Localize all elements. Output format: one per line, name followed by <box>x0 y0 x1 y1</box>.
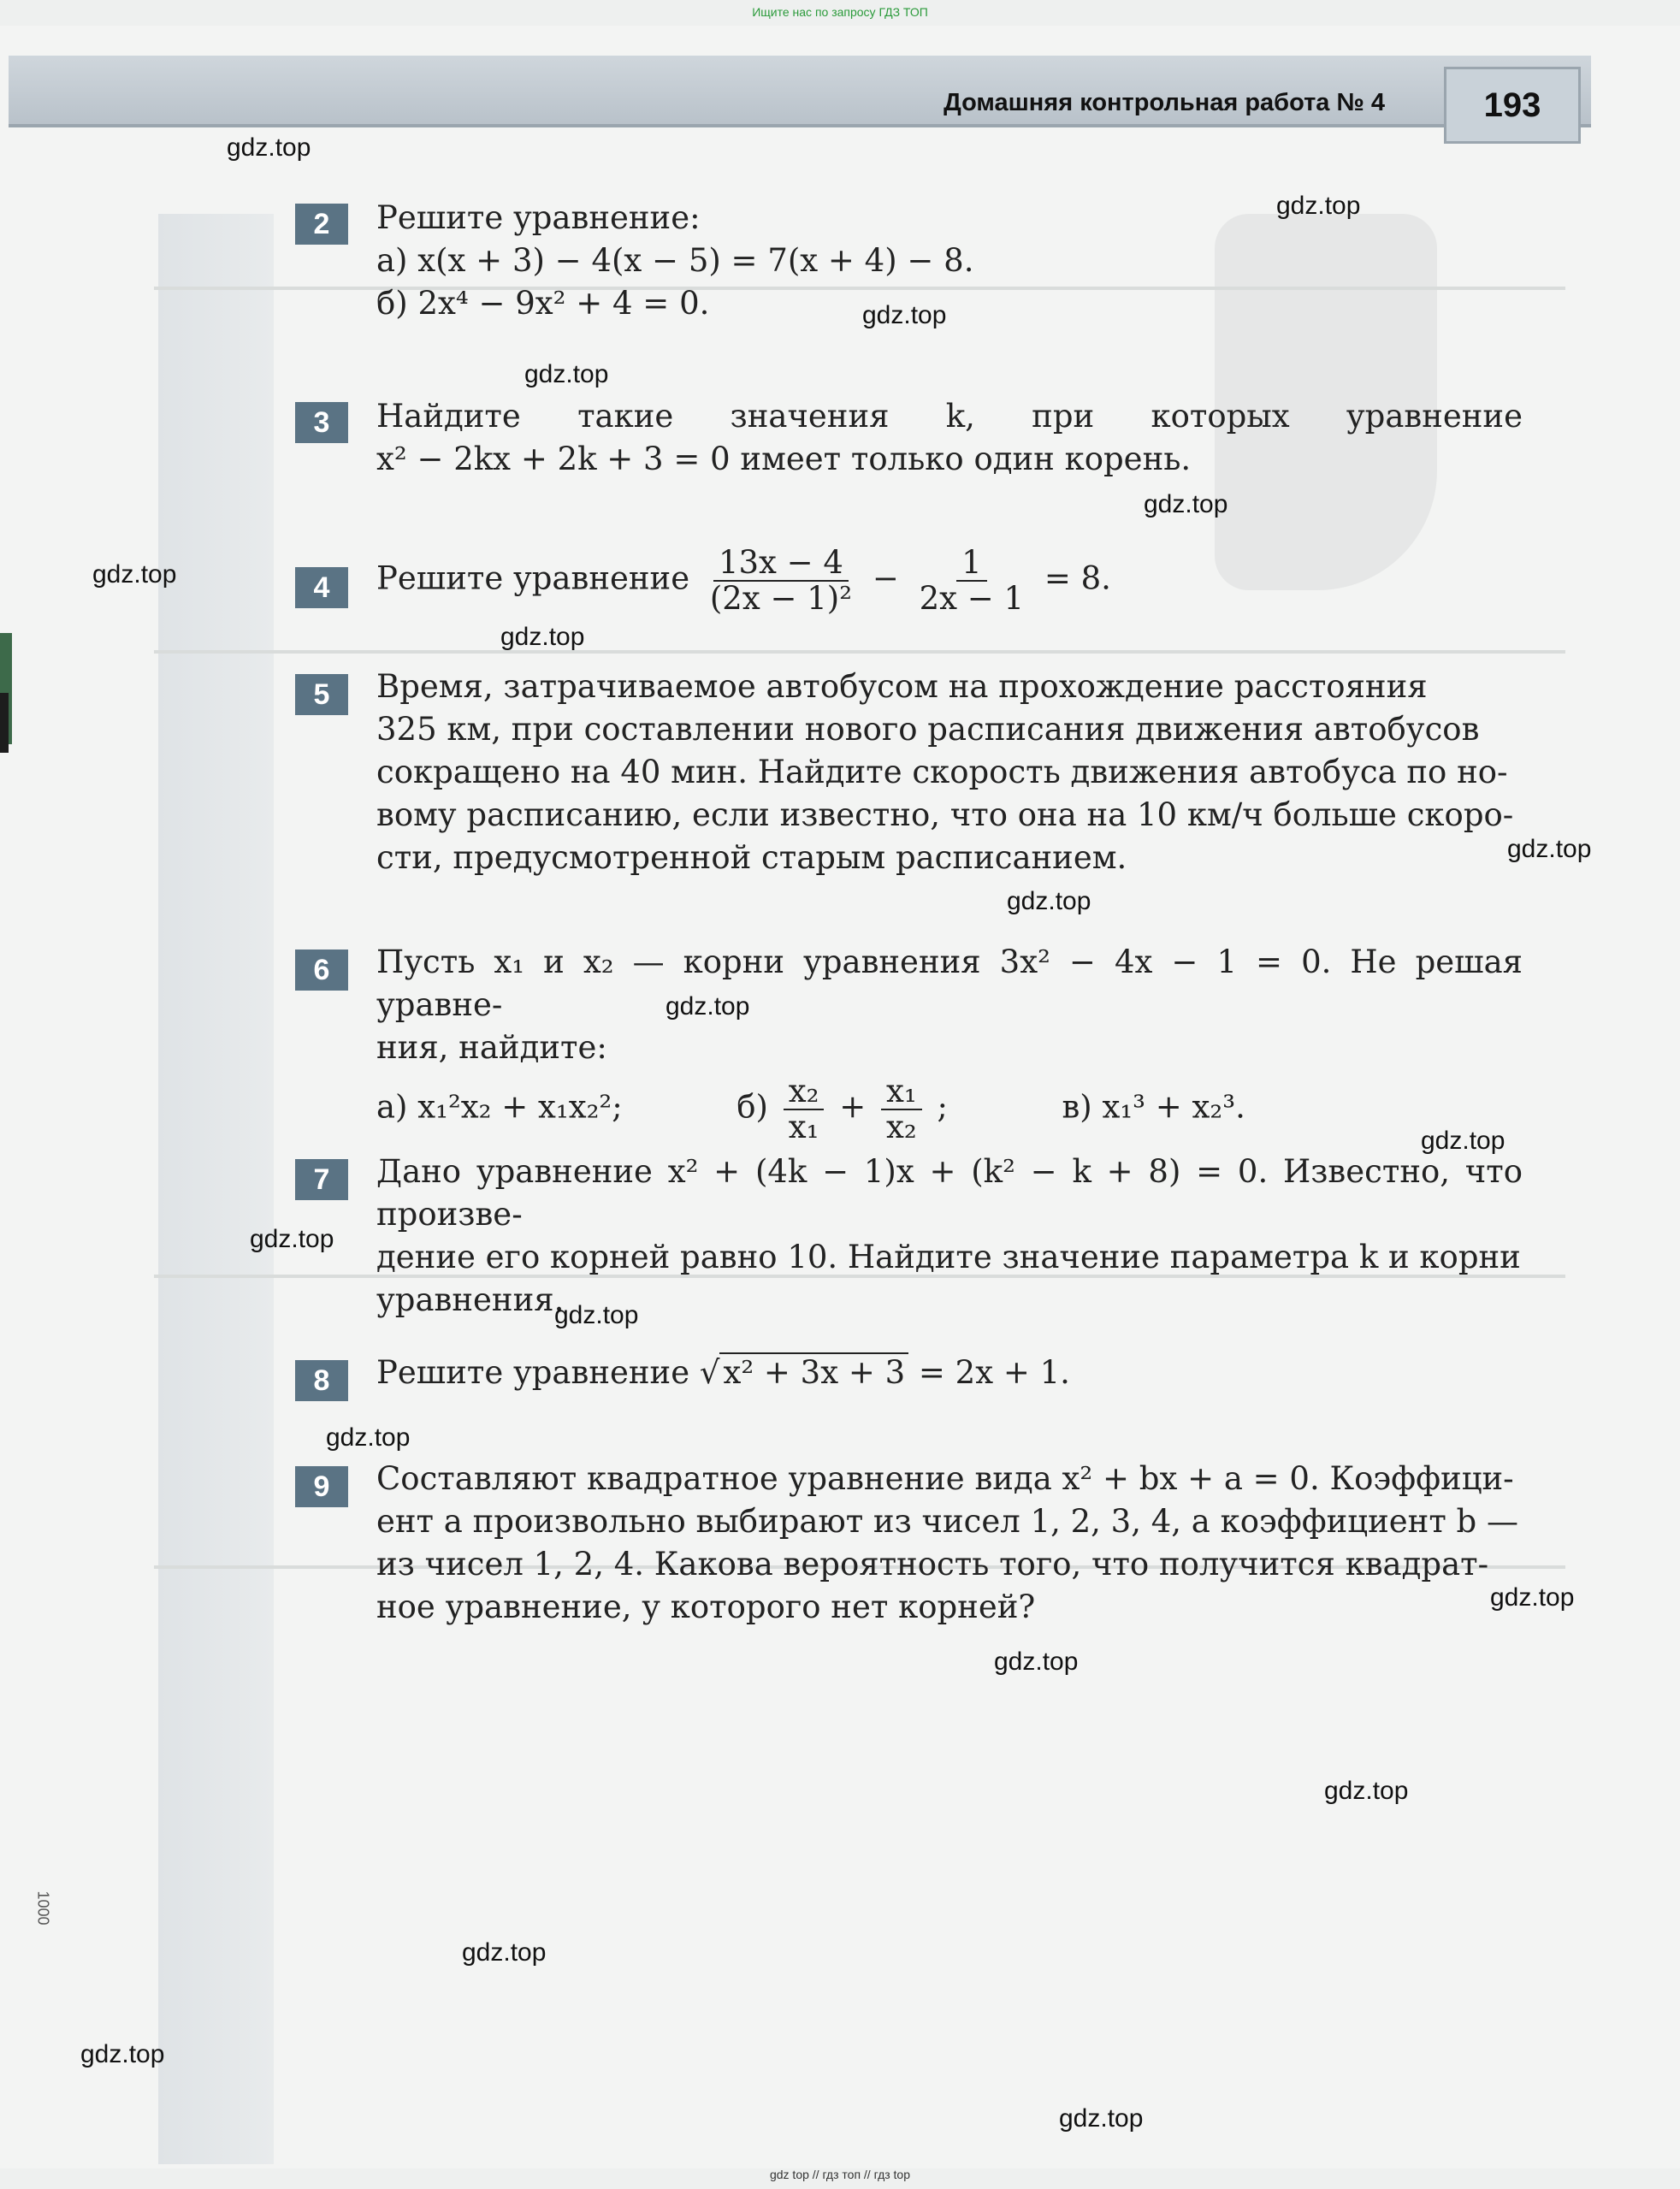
top-note: Ищите нас по запросу ГДЗ ТОП <box>752 5 928 19</box>
watermark: gdz.top <box>1144 490 1228 518</box>
watermark: gdz.top <box>500 623 585 651</box>
problem-text-line: дение его корней равно 10. Найдите значение параметра k и корни <box>376 1239 1521 1275</box>
problem-text-line: 325 км, при составлении нового расписания движения автобусов <box>376 711 1480 748</box>
equation-rhs: = 8. <box>1044 559 1111 597</box>
equation-rhs: = 2x + 1. <box>918 1354 1070 1391</box>
operator: + <box>839 1088 867 1126</box>
problem-text-line: Дано уравнение x² + (4k − 1)x + (k² − k + 8) = 0. Известно, что произве- <box>376 1153 1523 1233</box>
ghost-line <box>154 650 1565 654</box>
fraction-denominator: 2x − 1 <box>919 580 1025 617</box>
problem-number: 9 <box>295 1466 348 1507</box>
side-number: 1000 <box>34 1890 52 1926</box>
problem-number: 8 <box>295 1360 348 1401</box>
watermark: gdz.top <box>862 301 947 329</box>
problem-text-line: уравнения. <box>376 1281 565 1318</box>
problem-4-body <box>376 546 1523 616</box>
fraction-denominator: (2x − 1)² <box>709 580 853 617</box>
fraction-numerator: 1 <box>956 546 987 582</box>
watermark: gdz.top <box>1324 1777 1409 1805</box>
problem-number: 7 <box>295 1159 348 1200</box>
problem-text-line: а) x(x + 3) − 4(x − 5) = 7(x + 4) − 8. <box>376 242 974 279</box>
watermark: gdz.top <box>80 2040 165 2068</box>
item-b-end: ; <box>937 1088 948 1126</box>
problem-8-body <box>376 1352 1523 1394</box>
sqrt-sign: √ <box>699 1354 720 1391</box>
problem-3-body <box>376 395 1523 481</box>
problem-text-line: из чисел 1, 2, 4. Какова вероятность того, что получится квадрат- <box>376 1546 1489 1583</box>
watermark: gdz.top <box>326 1423 411 1452</box>
watermark: gdz.top <box>92 560 177 589</box>
problem-text-line: ент a произвольно выбирают из чисел 1, 2, 3, 4, а коэффициент b — <box>376 1503 1518 1540</box>
problem-text-line: Составляют квадратное уравнение вида x² + bx + a = 0. Коэффици- <box>376 1460 1514 1497</box>
problem-text-line: x² − 2kx + 2k + 3 = 0 имеет только один корень. <box>376 441 1192 477</box>
problem-text-line: б) 2x⁴ − 9x² + 4 = 0. <box>376 285 710 322</box>
problem-text: Решите уравнение <box>376 1354 690 1391</box>
problem-text-line: ния, найдите: <box>376 1029 607 1066</box>
problem-6-body <box>376 941 1523 1145</box>
problem-number: 6 <box>295 950 348 991</box>
item-a: а) x₁²x₂ + x₁x₂²; <box>376 1088 623 1126</box>
watermark: gdz.top <box>1007 887 1091 915</box>
fraction-numerator: 13x − 4 <box>713 546 849 582</box>
item-c: в) x₁³ + x₂³. <box>1062 1088 1245 1126</box>
fraction <box>914 546 1029 616</box>
problem-number: 5 <box>295 674 348 715</box>
problem-text-line: Решите уравнение: <box>376 199 701 236</box>
left-strip <box>158 214 274 2164</box>
fraction <box>705 546 857 616</box>
sqrt-radicand: x² + 3x + 3 <box>719 1352 908 1391</box>
footer-note: gdz top // гдз топ // гдз top <box>769 2168 911 2181</box>
problem-text-line: ное уравнение, у которого нет корней? <box>376 1589 1036 1625</box>
operator: − <box>872 559 899 597</box>
problem-text-line: Найдите такие значения k, при которых уравнение <box>376 398 1523 435</box>
watermark: gdz.top <box>554 1301 639 1329</box>
fraction <box>784 1074 825 1145</box>
problem-text-line: Время, затрачиваемое автобусом на прохождение расстояния <box>376 668 1428 705</box>
fraction-denominator: x₁ <box>788 1109 819 1145</box>
fraction <box>881 1074 922 1145</box>
margin-mark-dark <box>0 693 9 753</box>
problem-number: 2 <box>295 204 348 245</box>
page-number: 193 <box>1444 67 1581 144</box>
fraction-denominator: x₂ <box>885 1109 917 1145</box>
watermark: gdz.top <box>1276 192 1361 220</box>
problem-text-line: сокращено на 40 мин. Найдите скорость движения автобуса по но- <box>376 754 1508 790</box>
watermark: gdz.top <box>462 1938 547 1967</box>
watermark: gdz.top <box>1421 1127 1505 1155</box>
problem-items-line <box>376 1074 1523 1145</box>
watermark: gdz.top <box>1490 1583 1575 1612</box>
problem-number: 4 <box>295 567 348 608</box>
watermark: gdz.top <box>665 992 750 1021</box>
problem-9-body <box>376 1458 1523 1629</box>
header-title: Домашняя контрольная работа № 4 <box>944 89 1385 116</box>
watermark: gdz.top <box>250 1225 334 1253</box>
watermark: gdz.top <box>994 1648 1079 1676</box>
watermark: gdz.top <box>1507 835 1592 863</box>
problem-text-line: сти, предусмотренной старым расписанием. <box>376 839 1127 876</box>
watermark: gdz.top <box>1059 2104 1144 2133</box>
fraction-numerator: x₁ <box>881 1074 922 1110</box>
problem-number: 3 <box>295 402 348 443</box>
item-b-label: б) <box>736 1088 768 1126</box>
problem-text-line: Пусть x₁ и x₂ — корни уравнения 3x² − 4x − 1 = 0. Не решая уравне- <box>376 944 1523 1023</box>
problem-7-body <box>376 1151 1523 1322</box>
problem-5-body <box>376 666 1523 879</box>
watermark: gdz.top <box>227 133 311 162</box>
problem-text: Решите уравнение <box>376 559 690 597</box>
fraction-numerator: x₂ <box>784 1074 825 1110</box>
problem-text-line: вому расписанию, если известно, что она на 10 км/ч больше скоро- <box>376 796 1514 833</box>
watermark: gdz.top <box>524 360 609 388</box>
